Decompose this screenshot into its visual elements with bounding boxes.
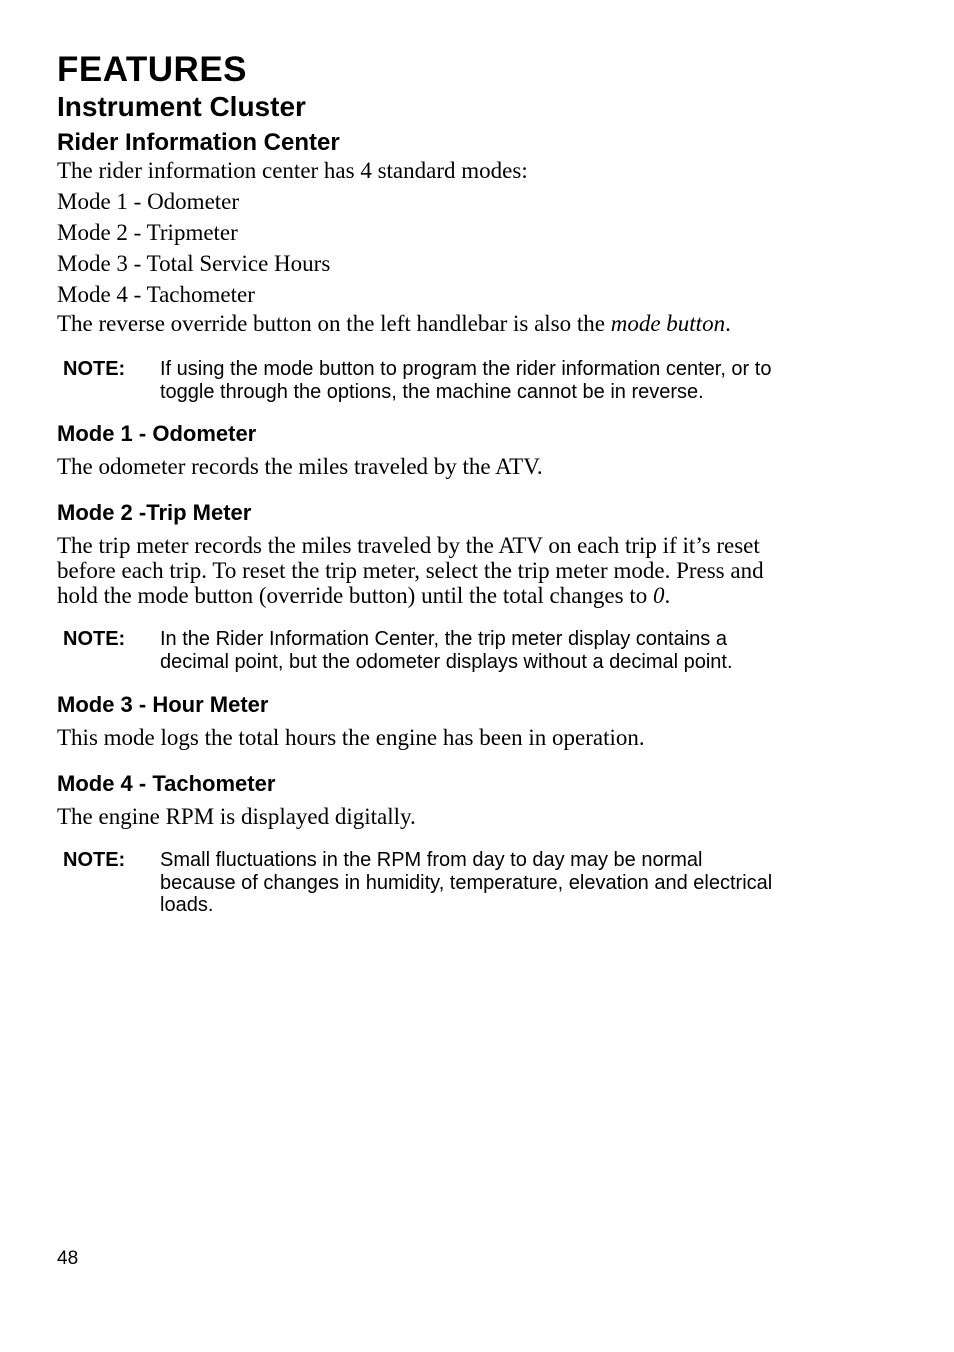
- mode-list-item: Mode 3 - Total Service Hours: [57, 251, 331, 276]
- mode1-heading: Mode 1 - Odometer: [57, 421, 257, 446]
- note-reverse: [57, 358, 797, 403]
- mode-list-item: Mode 2 - Tripmeter: [57, 220, 238, 245]
- section-title: FEATURES: [57, 50, 248, 89]
- mode-list-item: Mode 4 - Tachometer: [57, 282, 255, 307]
- manual-page: [57, 50, 797, 917]
- mode2-text-end: .: [664, 583, 671, 608]
- mode3-heading: Mode 3 - Hour Meter: [57, 692, 269, 717]
- page-number: 48: [57, 1248, 79, 1269]
- rider-info-intro: The rider information center has 4 standard modes:: [57, 158, 528, 183]
- note-text: If using the mode button to program the rider information center, or to toggle through the options, the machine cannot be in reverse.: [160, 358, 772, 403]
- mode4-heading: Mode 4 - Tachometer: [57, 771, 276, 796]
- rider-info-heading: Rider Information Center: [57, 129, 340, 156]
- mode3-text: This mode logs the total hours the engine has been in operation.: [57, 725, 645, 750]
- mode2-text: [57, 533, 797, 608]
- note-trip-meter: [57, 628, 797, 673]
- note-label: NOTE:: [63, 628, 126, 650]
- mode1-text: The odometer records the miles traveled by the ATV.: [57, 454, 543, 479]
- note-rpm: [57, 849, 797, 917]
- mode4-text: The engine RPM is displayed digitally.: [57, 804, 416, 829]
- mode2-heading: Mode 2 -Trip Meter: [57, 500, 252, 525]
- note-text: Small fluctuations in the RPM from day to day may be normal because of changes in humidity, temperature, elevation and electrical loads.: [160, 849, 773, 916]
- note-label: NOTE:: [63, 358, 126, 380]
- reverse-end: .: [725, 311, 731, 336]
- mode2-emphasis: 0: [652, 583, 665, 608]
- reverse-emphasis: mode button: [610, 311, 726, 336]
- mode2-text-main: The trip meter records the miles traveled by the ATV on each trip if it’s reset before each trip. To reset the trip meter, select the trip meter mode. Press and hold the mode button (override button) until the total changes to: [57, 533, 764, 608]
- mode-list-item: Mode 1 - Odometer: [57, 189, 240, 214]
- reverse-text: The reverse override button on the left handlebar is also the: [57, 311, 605, 336]
- reverse-button-paragraph: [57, 311, 797, 336]
- note-text: In the Rider Information Center, the trip meter display contains a decimal point, but the odometer displays without a decimal point.: [160, 628, 733, 673]
- subsection-title: Instrument Cluster: [57, 91, 306, 122]
- note-label: NOTE:: [63, 849, 126, 871]
